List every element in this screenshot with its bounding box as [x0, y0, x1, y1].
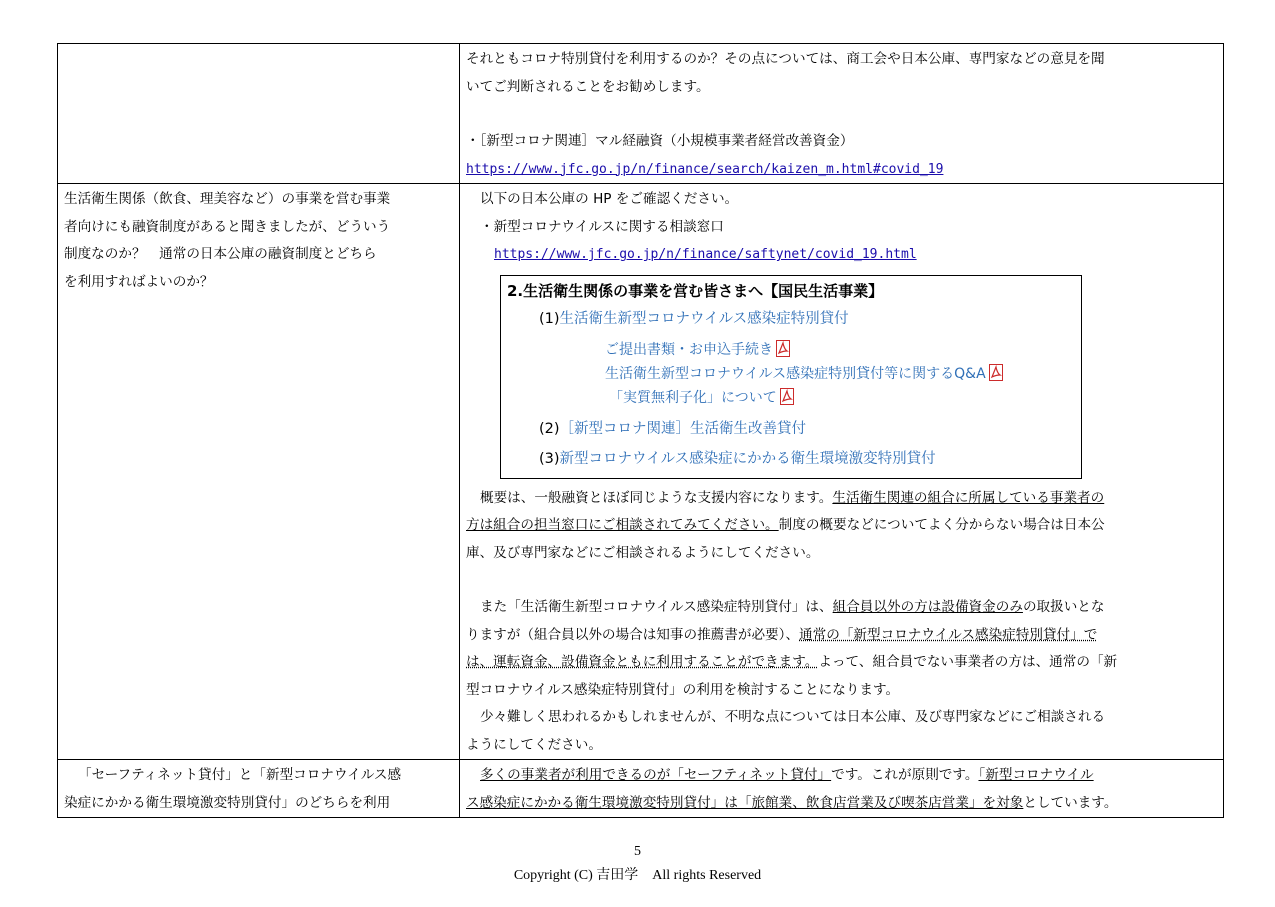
item-number: (1) [539, 310, 560, 327]
sub-link[interactable]: 「実質無利子化」について [609, 389, 777, 406]
box-sub-2[interactable] [501, 362, 1081, 386]
answer-text: 少々難しく思われるかもしれませんが、不明な点については日本公庫、及び専門家などにご相談される [480, 709, 1106, 725]
maru-kei-link[interactable]: https://www.jfc.go.jp/n/finance/search/kaizen_m.html#covid_19 [466, 161, 944, 177]
answer-text: それともコロナ特別貸付を利用するのか？その点については、商工会や日本公庫、専門家などの意見を聞 [466, 51, 1105, 67]
text-span: また「生活衛生新型コロナウイルス感染症特別貸付」は、 [480, 599, 833, 615]
item-number: (3) [539, 450, 560, 467]
box-item-3[interactable] [501, 444, 1081, 474]
copyright-notice: Copyright (C) 吉田学 All rights Reserved [513, 868, 762, 883]
answer-paragraph [466, 485, 1217, 513]
item-label: ・［新型コロナ関連］マル経融資（小規模事業者経営改善資金） [466, 133, 854, 149]
underlined-text: 組合員以外の方は設備資金のみ [832, 599, 1023, 615]
question-text: 者向けにも融資制度があると聞きましたが、どういう [64, 218, 391, 235]
question-cell [58, 44, 460, 184]
item-link[interactable]: 生活衛生新型コロナウイルス感染症特別貸付 [559, 310, 849, 327]
text-span: 制度の概要などについてよく分からない場合は日本公 [778, 517, 1105, 533]
item-link[interactable]: ［新型コロナ関連］生活衛生改善貸付 [559, 420, 807, 437]
covid-consult-link[interactable]: https://www.jfc.go.jp/n/finance/saftynet/covid_19.html [494, 247, 917, 262]
answer-cell [460, 184, 1224, 760]
text-span: の取扱いとな [1022, 599, 1105, 615]
text-span: りますが（組合員以外の場合は知事の推薦書が必要）、 [466, 626, 800, 643]
answer-text: いてご判断されることをお勧めします。 [466, 78, 710, 95]
box-heading: 2.生活衛生関係の事業を営む皆さまへ【国民生活事業】 [507, 281, 884, 300]
underlined-text: 多くの事業者が利用できるのが「セーフティネット貸付」 [480, 767, 832, 783]
box-sub-1[interactable] [501, 338, 1081, 362]
answer-paragraph [466, 512, 1217, 540]
box-sub-3[interactable] [501, 386, 1081, 410]
answer-paragraph [466, 594, 1217, 622]
answer-paragraph [466, 649, 1217, 677]
pdf-icon [776, 340, 790, 357]
item-link[interactable]: 新型コロナウイルス感染症にかかる衛生環境激変特別貸付 [559, 450, 936, 467]
text-span: よって、組合員でない事業者の方は、通常の「新 [818, 654, 1118, 670]
page-number: 5 [634, 844, 641, 859]
answer-paragraph [466, 790, 1217, 818]
sub-link[interactable]: ご提出書類・お申込手続き [605, 341, 773, 358]
text-span: 概要は、一般融資とほぼ同じような支援内容になります。 [480, 489, 833, 506]
underlined-text: 生活衛生関連の組合に所属している事業者の [832, 489, 1105, 506]
text-span: です。これが原則です。 [831, 767, 979, 783]
item-number: (2) [539, 420, 560, 437]
box-item-1[interactable] [501, 304, 1081, 334]
answer-paragraph [466, 622, 1217, 650]
sub-link[interactable]: 生活衛生新型コロナウイルス感染症特別貸付等に関するQ&A [605, 365, 986, 382]
text-span: としています。 [1023, 794, 1118, 811]
seikatsu-eisei-box [500, 275, 1082, 479]
question-text: 染症にかかる衛生環境激変特別貸付」のどちらを利用 [64, 794, 391, 811]
question-text: 制度なのか？ 通常の日本公庫の融資制度とどちら [64, 246, 377, 262]
table-row [58, 184, 1224, 760]
answer-text: 以下の日本公庫の HP をご確認ください。 [480, 191, 739, 207]
answer-text: 型コロナウイルス感染症特別貸付」の利用を検討することになります。 [466, 681, 900, 698]
question-text: 「セーフティネット貸付」と「新型コロナウイルス感 [78, 767, 402, 783]
pdf-icon [780, 388, 794, 405]
answer-cell [460, 760, 1224, 818]
underlined-text: は、運転資金、設備資金ともに利用することができます。 [466, 654, 819, 670]
question-text: 生活衛生関係（飲食、理美容など）の事業を営む事業 [64, 191, 391, 207]
underlined-text: 方は組合の担当窓口にご相談されてみてください。 [466, 517, 779, 533]
pdf-icon [989, 364, 1003, 381]
question-cell [58, 184, 460, 760]
box-item-2[interactable] [501, 414, 1081, 444]
table-row [58, 44, 1224, 184]
answer-text: ・新型コロナウイルスに関する相談窓口 [480, 218, 724, 235]
answer-cell [460, 44, 1224, 184]
answer-text: ようにしてください。 [466, 736, 602, 753]
underlined-text: 「新型コロナウイル [978, 767, 1094, 783]
answer-paragraph [466, 762, 1217, 790]
underlined-text: ス感染症にかかる衛生環境激変特別貸付」は「旅館業、飲食店営業及び喫茶店営業」を対象 [466, 794, 1024, 811]
table-row [58, 760, 1224, 818]
underlined-text: 通常の「新型コロナウイルス感染症特別貸付」で [799, 626, 1098, 643]
qa-table [57, 43, 1224, 818]
answer-text: 庫、及び専門家などにご相談されるようにしてください。 [466, 544, 820, 561]
question-cell [58, 760, 460, 818]
question-text: を利用すればよいのか？ [64, 273, 214, 290]
